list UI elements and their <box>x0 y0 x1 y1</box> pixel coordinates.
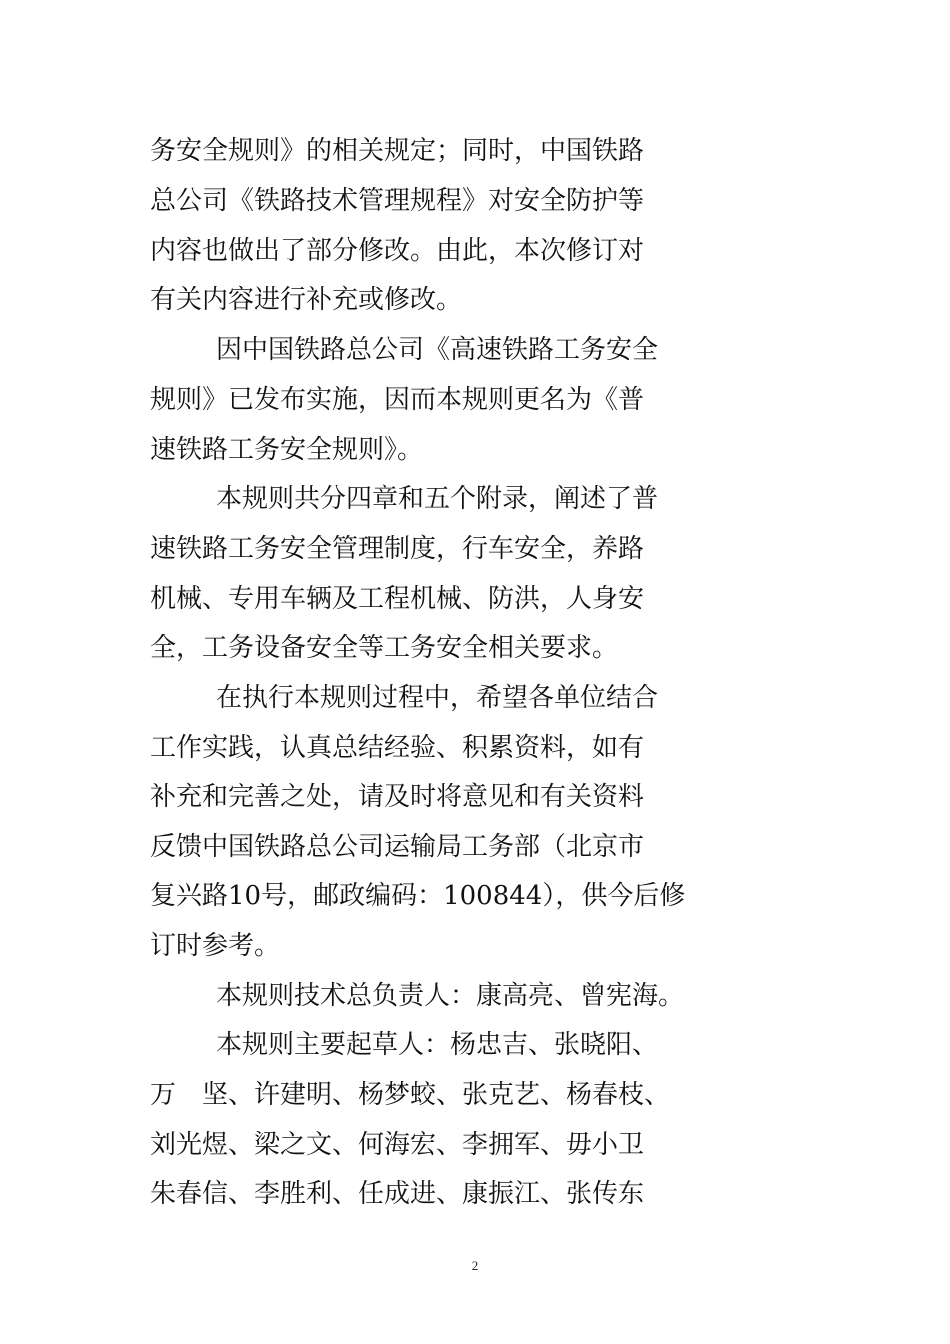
text-line: 全，工务设备安全等工务安全相关要求。 <box>150 633 619 663</box>
paragraph-start-line: 本规则共分四章和五个附录，阐述了普 <box>216 484 659 514</box>
page-number: 2 <box>471 1258 479 1273</box>
text-line: 补充和完善之处，请及时将意见和有关资料 <box>150 782 645 812</box>
text-line: 有关内容进行补充或修改。 <box>150 285 463 315</box>
text-line: 万 坚、许建明、杨梦蛟、张克艺、杨春枝、 <box>150 1080 671 1110</box>
text-line: 务安全规则》的相关规定；同时，中国铁路 <box>150 136 645 166</box>
paragraph-start-line: 在执行本规则过程中，希望各单位结合 <box>216 683 659 713</box>
text-line: 内容也做出了部分修改。由此，本次修订对 <box>150 236 645 266</box>
text-line: 工作实践，认真总结经验、积累资料，如有 <box>150 733 645 763</box>
text-line: 复兴路10号，邮政编码：100844），供今后修 <box>150 881 686 911</box>
text-line: 总公司《铁路技术管理规程》对安全防护等 <box>150 186 645 216</box>
text-line: 速铁路工务安全管理制度，行车安全，养路 <box>150 534 645 564</box>
text-line: 订时参考。 <box>150 931 281 961</box>
text-line: 刘光煜、梁之文、何海宏、李拥军、毋小卫 <box>150 1130 645 1160</box>
paragraph-start-line: 本规则主要起草人：杨忠吉、张晓阳、 <box>216 1030 659 1060</box>
text-line: 规则》已发布实施，因而本规则更名为《普 <box>150 385 645 415</box>
text-line: 速铁路工务安全规则》。 <box>150 435 424 465</box>
paragraph-start-line: 本规则技术总负责人：康高亮、曾宪海。 <box>216 981 685 1011</box>
text-line: 朱春信、李胜利、任成进、康振江、张传东 <box>150 1179 645 1209</box>
paragraph-start-line: 因中国铁路总公司《高速铁路工务安全 <box>216 335 659 365</box>
text-line: 机械、专用车辆及工程机械、防洪，人身安 <box>150 584 645 614</box>
text-line: 反馈中国铁路总公司运输局工务部（北京市 <box>150 832 645 862</box>
